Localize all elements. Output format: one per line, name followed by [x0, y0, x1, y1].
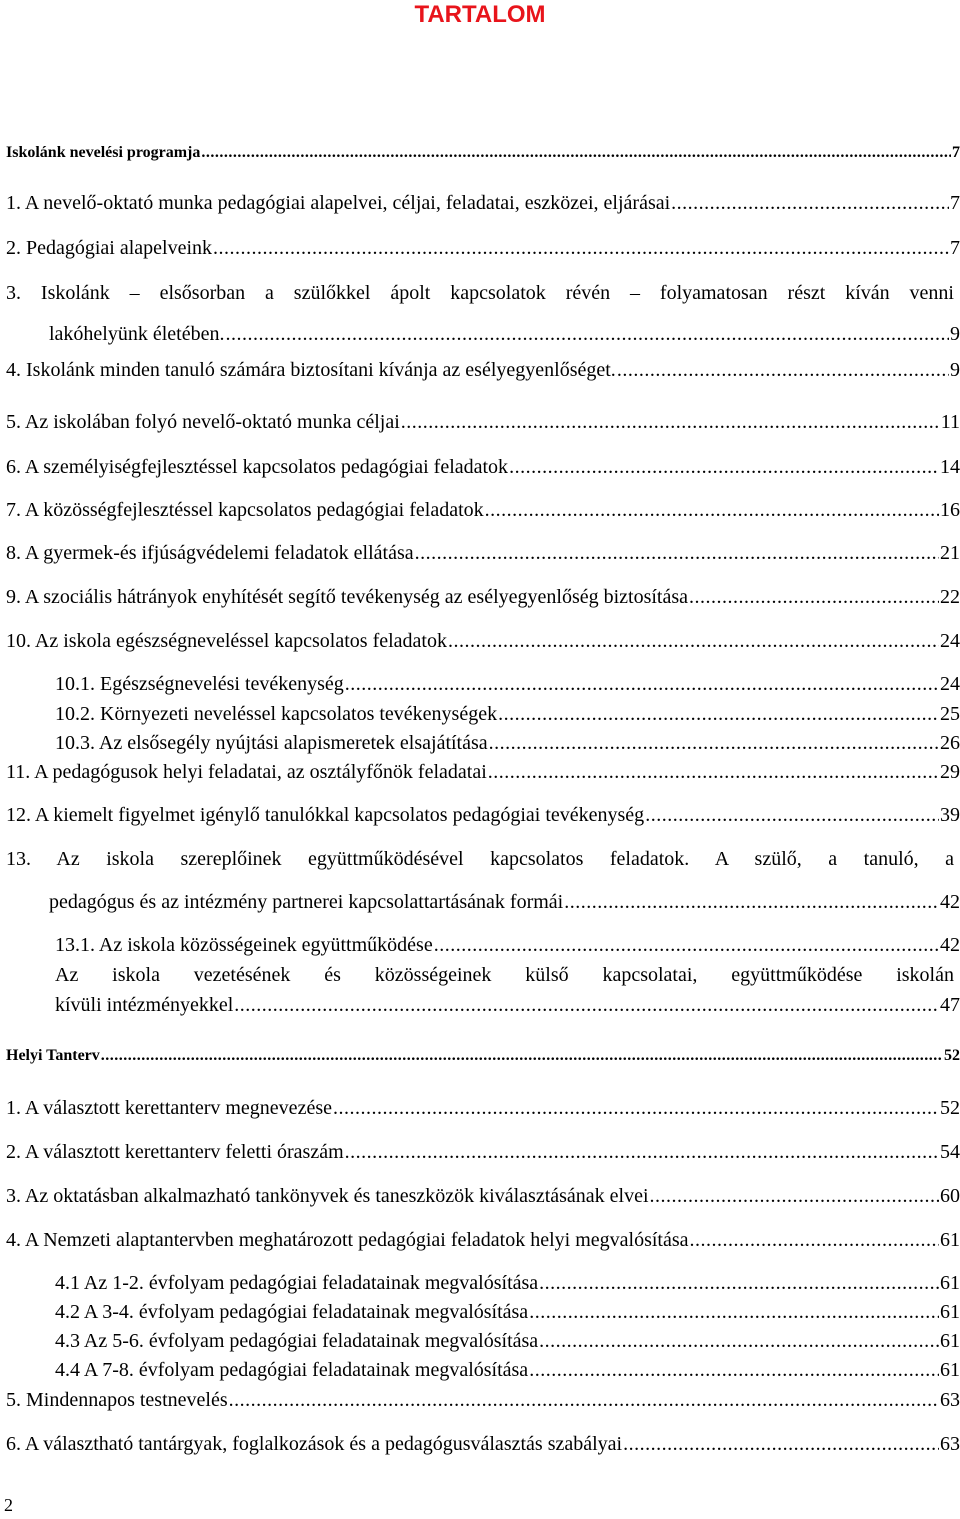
toc-entry-title: 11. A pedagógusok helyi feladatai, az osztályfőnök feladatai	[6, 761, 487, 783]
toc-leader-dots	[489, 731, 939, 755]
toc-entry[interactable]	[6, 410, 960, 434]
toc-entry-title: 4.4 A 7-8. évfolyam pedagógiai feladatainak megvalósítása	[55, 1359, 529, 1381]
toc-entry[interactable]	[6, 541, 960, 565]
toc-entry-page: 21	[940, 542, 960, 564]
toc-entry-title: 2. A választott kerettanterv feletti óraszám	[6, 1141, 344, 1163]
toc-entry-title: 10.3. Az elsősegély nyújtási alapismeretek elsajátítása	[55, 732, 488, 754]
toc-entry-title: 4.2 A 3-4. évfolyam pedagógiai feladatainak megvalósítása	[55, 1301, 529, 1323]
toc-leader-dots	[564, 890, 939, 914]
toc-entry[interactable]	[6, 847, 960, 871]
toc-leader-dots	[434, 933, 939, 957]
toc-entry-page: 26	[940, 732, 960, 754]
toc-entry-title: 12. A kiemelt figyelmet igénylő tanulókkal kapcsolatos pedagógiai tevékenység	[6, 804, 645, 826]
toc-leader-dots	[234, 993, 939, 1017]
toc-entry-title: Iskolánk nevelési programja	[6, 144, 201, 161]
toc-entry[interactable]	[55, 731, 960, 755]
toc-leader-dots	[617, 358, 949, 382]
toc-entry[interactable]	[55, 993, 960, 1017]
toc-entry[interactable]	[6, 1432, 960, 1456]
toc-entry[interactable]	[6, 191, 960, 215]
toc-entry-page: 61	[940, 1330, 960, 1352]
toc-entry[interactable]	[6, 1184, 960, 1208]
toc-entry[interactable]	[49, 890, 960, 914]
toc-entry[interactable]	[6, 1228, 960, 1252]
toc-leader-dots	[671, 191, 949, 215]
toc-entry[interactable]	[6, 1388, 960, 1412]
toc-entry-title: 8. A gyermek-és ifjúságvédelemi feladatok ellátása	[6, 542, 414, 564]
toc-entry[interactable]	[55, 672, 960, 696]
toc-leader-dots	[509, 455, 939, 479]
toc-entry-title: 9. A szociális hátrányok enyhítését segítő tevékenység az esélyegyenlőség biztosítása	[6, 586, 689, 608]
toc-entry-title: 7. A közösségfejlesztéssel kapcsolatos pedagógiai feladatok	[6, 499, 484, 521]
toc-entry-title: 3. Iskolánk – elsősorban a szülőkkel ápolt kapcsolatok révén – folyamatosan részt kíván venni	[6, 282, 954, 304]
toc-leader-dots	[690, 1228, 939, 1252]
toc-leader-dots	[201, 141, 951, 165]
toc-entry-page: 9	[950, 359, 960, 381]
toc-entry-title: 1. A nevelő-oktató munka pedagógiai alapelvei, céljai, feladatai, eszközei, eljárásai	[6, 192, 671, 214]
toc-entry[interactable]	[55, 1271, 960, 1295]
toc-entry-title: 4.3 Az 5-6. évfolyam pedagógiai feladatainak megvalósítása	[55, 1330, 539, 1352]
toc-entry-title: 10.2. Környezeti neveléssel kapcsolatos tevékenységek	[55, 703, 498, 725]
toc-entry-title: 4. Iskolánk minden tanuló számára biztosítani kívánja az esélyegyenlőséget.	[6, 359, 616, 381]
toc-entry[interactable]	[6, 760, 960, 784]
toc-entry-title: kívüli intézményekkel	[55, 994, 234, 1016]
toc-leader-dots	[448, 629, 939, 653]
toc-leader-dots	[485, 498, 939, 522]
toc-entry-page: 61	[940, 1229, 960, 1251]
toc-entry-page: 42	[940, 891, 960, 913]
toc-entry[interactable]	[55, 963, 960, 987]
toc-entry[interactable]	[55, 702, 960, 726]
toc-entry-title: lakóhelyünk életében.	[49, 323, 225, 345]
toc-leader-dots	[529, 1358, 939, 1382]
toc-leader-dots	[539, 1329, 939, 1353]
toc-leader-dots	[226, 322, 950, 346]
toc-entry-page: 25	[940, 703, 960, 725]
toc-entry[interactable]	[6, 141, 960, 165]
toc-leader-dots	[529, 1300, 939, 1324]
toc-leader-dots	[229, 1388, 939, 1412]
toc-leader-dots	[539, 1271, 939, 1295]
toc-leader-dots	[333, 1096, 939, 1120]
toc-leader-dots	[623, 1432, 939, 1456]
toc-leader-dots	[213, 236, 949, 260]
toc-entry-title: 13. Az iskola szereplőinek együttműködésével kapcsolatos feladatok. A szülő, a tanuló, a	[6, 848, 954, 870]
toc-entry-title: pedagógus és az intézmény partnerei kapcsolattartásának formái	[49, 891, 564, 913]
toc-leader-dots	[345, 1140, 939, 1164]
toc-entry[interactable]	[6, 236, 960, 260]
toc-entry[interactable]	[6, 498, 960, 522]
toc-entry[interactable]	[55, 1329, 960, 1353]
toc-entry-page: 54	[940, 1141, 960, 1163]
toc-entry-title: 2. Pedagógiai alapelveink	[6, 237, 213, 259]
toc-entry-page: 7	[950, 237, 960, 259]
toc-entry[interactable]	[6, 1096, 960, 1120]
toc-entry[interactable]	[6, 358, 960, 382]
toc-leader-dots	[689, 585, 939, 609]
toc-entry-page: 52	[944, 1047, 960, 1064]
toc-entry-page: 61	[940, 1359, 960, 1381]
toc-leader-dots	[650, 1184, 939, 1208]
page-number: 2	[4, 1495, 13, 1515]
toc-entry-page: 9	[950, 323, 960, 345]
toc-entry-title: 1. A választott kerettanterv megnevezése	[6, 1097, 332, 1119]
toc-entry-title: Az iskola vezetésének és közösségeinek külső kapcsolatai, együttműködése iskolán	[55, 964, 954, 986]
toc-entry[interactable]	[49, 322, 960, 346]
toc-entry[interactable]	[6, 585, 960, 609]
toc-leader-dots	[401, 410, 940, 434]
toc-entry-page: 11	[940, 411, 960, 433]
toc-entry[interactable]	[6, 803, 960, 827]
toc-entry-page: 61	[940, 1272, 960, 1294]
toc-entry-page: 16	[940, 499, 960, 521]
toc-leader-dots	[488, 760, 939, 784]
page-title: TARTALOM	[414, 1, 546, 28]
toc-entry-page: 24	[940, 630, 960, 652]
toc-entry[interactable]	[6, 1044, 960, 1068]
toc-entry[interactable]	[6, 1140, 960, 1164]
toc-leader-dots	[498, 702, 939, 726]
toc-entry[interactable]	[6, 281, 960, 305]
toc-entry-title: 5. Mindennapos testnevelés	[6, 1389, 228, 1411]
toc-entry-page: 42	[940, 934, 960, 956]
toc-entry-title: 5. Az iskolában folyó nevelő-oktató munka céljai	[6, 411, 400, 433]
toc-entry-page: 7	[950, 192, 960, 214]
toc-entry-title: 4.1 Az 1-2. évfolyam pedagógiai feladatainak megvalósítása	[55, 1272, 539, 1294]
toc-entry-title: 13.1. Az iskola közösségeinek együttműködése	[55, 934, 433, 956]
toc-entry-page: 60	[940, 1185, 960, 1207]
toc-entry-page: 14	[940, 456, 960, 478]
toc-entry-title: 6. A választható tantárgyak, foglalkozások és a pedagógusválasztás szabályai	[6, 1433, 623, 1455]
toc-entry-page: 63	[940, 1389, 960, 1411]
toc-entry-page: 61	[940, 1301, 960, 1323]
toc-entry-title: 10. Az iskola egészségneveléssel kapcsolatos feladatok	[6, 630, 447, 652]
toc-entry-title: 3. Az oktatásban alkalmazható tankönyvek és taneszközök kiválasztásának elvei	[6, 1185, 649, 1207]
toc-leader-dots	[101, 1044, 943, 1068]
toc-entry-title: Helyi Tanterv	[6, 1047, 100, 1064]
toc-entry-page: 22	[940, 586, 960, 608]
toc-entry[interactable]	[6, 455, 960, 479]
toc-entry-title: 6. A személyiségfejlesztéssel kapcsolatos pedagógiai feladatok	[6, 456, 509, 478]
toc-entry-page: 52	[940, 1097, 960, 1119]
toc-entry-page: 29	[940, 761, 960, 783]
toc-entry-page: 24	[940, 673, 960, 695]
toc-leader-dots	[415, 541, 939, 565]
toc-entry-page: 47	[940, 994, 960, 1016]
toc-entry[interactable]	[55, 1358, 960, 1382]
toc-entry[interactable]	[55, 933, 960, 957]
toc-entry-title: 10.1. Egészségnevelési tevékenység	[55, 673, 344, 695]
toc-entry[interactable]	[6, 629, 960, 653]
toc-entry-title: 4. A Nemzeti alaptantervben meghatározott pedagógiai feladatok helyi megvalósítása	[6, 1229, 689, 1251]
toc-entry-page: 63	[940, 1433, 960, 1455]
toc-entry[interactable]	[55, 1300, 960, 1324]
toc-entry-page: 39	[940, 804, 960, 826]
toc-entry-page: 7	[952, 144, 960, 161]
toc-leader-dots	[645, 803, 939, 827]
toc-leader-dots	[345, 672, 939, 696]
